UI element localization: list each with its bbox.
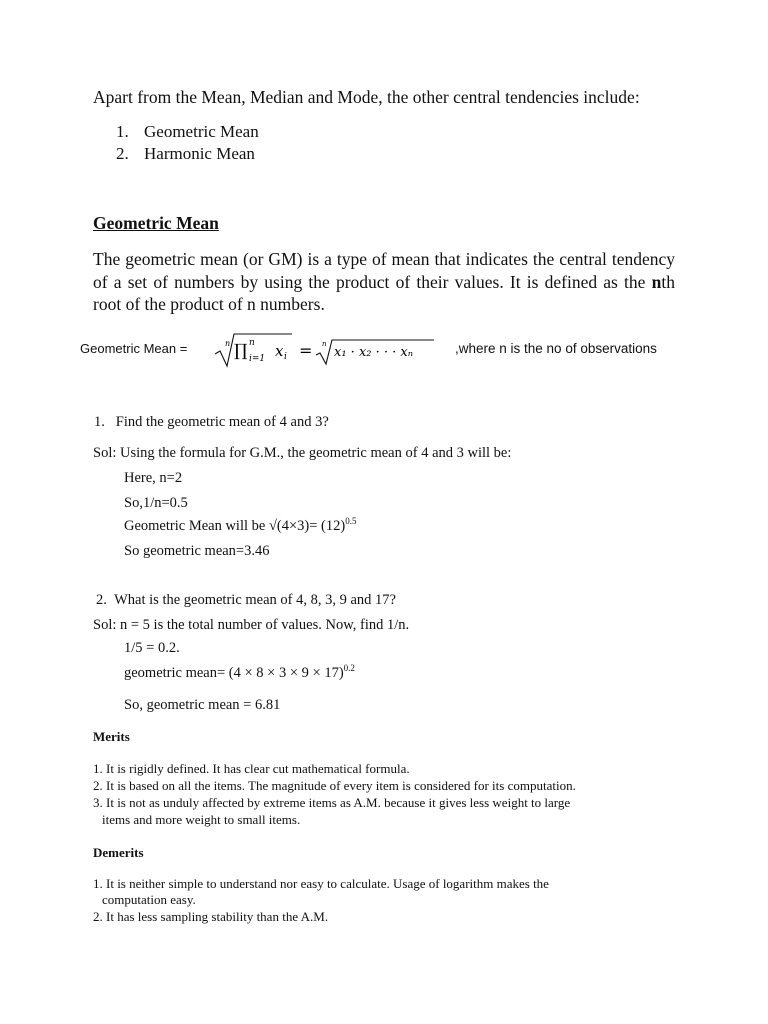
merit-item: 1. It is rigidly defined. It has clear cut mathematical formula. [93, 761, 410, 776]
formula-note: ,where n is the no of observations [455, 341, 657, 356]
formula-label: Geometric Mean = [80, 341, 188, 356]
formula-term-variable: x [275, 342, 284, 360]
list-item [116, 122, 259, 142]
list-item [116, 144, 255, 164]
merits-heading: Merits [93, 729, 130, 744]
example2-question-number: 2. [96, 592, 107, 608]
demerit-item: 2. It has less sampling stability than the A.M. [93, 909, 329, 924]
example2-solution: Sol: n = 5 is the total number of values. Now, find 1/n. [93, 617, 410, 633]
example1-exponent: 0.5 [345, 516, 357, 526]
formula-upper-limit: n [249, 338, 255, 348]
list-item-label: Geometric Mean [144, 122, 259, 141]
list-item-number: 2. [116, 144, 129, 163]
example1-line: So,1/n=0.5 [124, 495, 188, 511]
example1-line [124, 518, 356, 535]
formula-expansion: x₁ · x₂ · · · xₙ [334, 345, 414, 360]
formula-term-subscript: i [284, 352, 287, 362]
demerits-heading: Demerits [93, 845, 144, 860]
definition-text: The geometric mean (or GM) is a type of mean that indicates the central tendency of a set of numbers by using the product of their values. It is defined as the [93, 249, 675, 292]
example1-formula-text: Geometric Mean will be √(4×3)= (12) [124, 518, 346, 534]
formula-product-symbol: ∏ [234, 341, 248, 361]
example2-exponent: 0.2 [343, 663, 355, 673]
example2-line: 1/5 = 0.2. [124, 640, 180, 656]
geometric-mean-formula [212, 330, 442, 368]
list-item-label: Harmonic Mean [144, 144, 255, 163]
example2-line: So, geometric mean = 6.81 [124, 697, 281, 713]
formula-equals: = [299, 341, 313, 360]
demerit-item-continuation: computation easy. [102, 892, 196, 907]
example2-question-text: What is the geometric mean of 4, 8, 3, 9 and 17? [114, 592, 396, 608]
example1-question-text: Find the geometric mean of 4 and 3? [115, 414, 329, 430]
example1-line: So geometric mean=3.46 [124, 543, 270, 559]
merit-item: 2. It is based on all the items. The magnitude of every item is considered for its computation. [93, 778, 576, 793]
example2-formula-text: geometric mean= (4 × 8 × 3 × 9 × 17) [124, 665, 344, 681]
example1-solution-intro: Sol: Using the formula for G.M., the geometric mean of 4 and 3 will be: [93, 445, 512, 461]
merit-item: 3. It is not as unduly affected by extreme items as A.M. because it gives less weight to large [93, 795, 571, 810]
geometric-mean-definition [93, 248, 675, 316]
formula-root-index: n [225, 339, 231, 348]
example1-line: Here, n=2 [124, 470, 183, 486]
list-item-number: 1. [116, 122, 129, 141]
example2-line [124, 665, 355, 682]
example1-question-number: 1. [94, 414, 105, 430]
merit-item-continuation: items and more weight to small items. [102, 812, 301, 827]
demerit-item: 1. It is neither simple to understand nor easy to calculate. Usage of logarithm makes the [93, 876, 549, 891]
formula-root-index-2: n [322, 340, 327, 348]
intro-sentence: Apart from the Mean, Median and Mode, the other central tendencies include: [93, 87, 640, 107]
definition-bold-n: n [651, 271, 662, 292]
formula-lower-limit: i=1 [249, 354, 266, 364]
example2-question [96, 592, 396, 609]
example1-question [94, 414, 329, 431]
geometric-mean-heading: Geometric Mean [93, 213, 219, 233]
definition-text-end: th root of the product of n numbers. [93, 271, 675, 314]
